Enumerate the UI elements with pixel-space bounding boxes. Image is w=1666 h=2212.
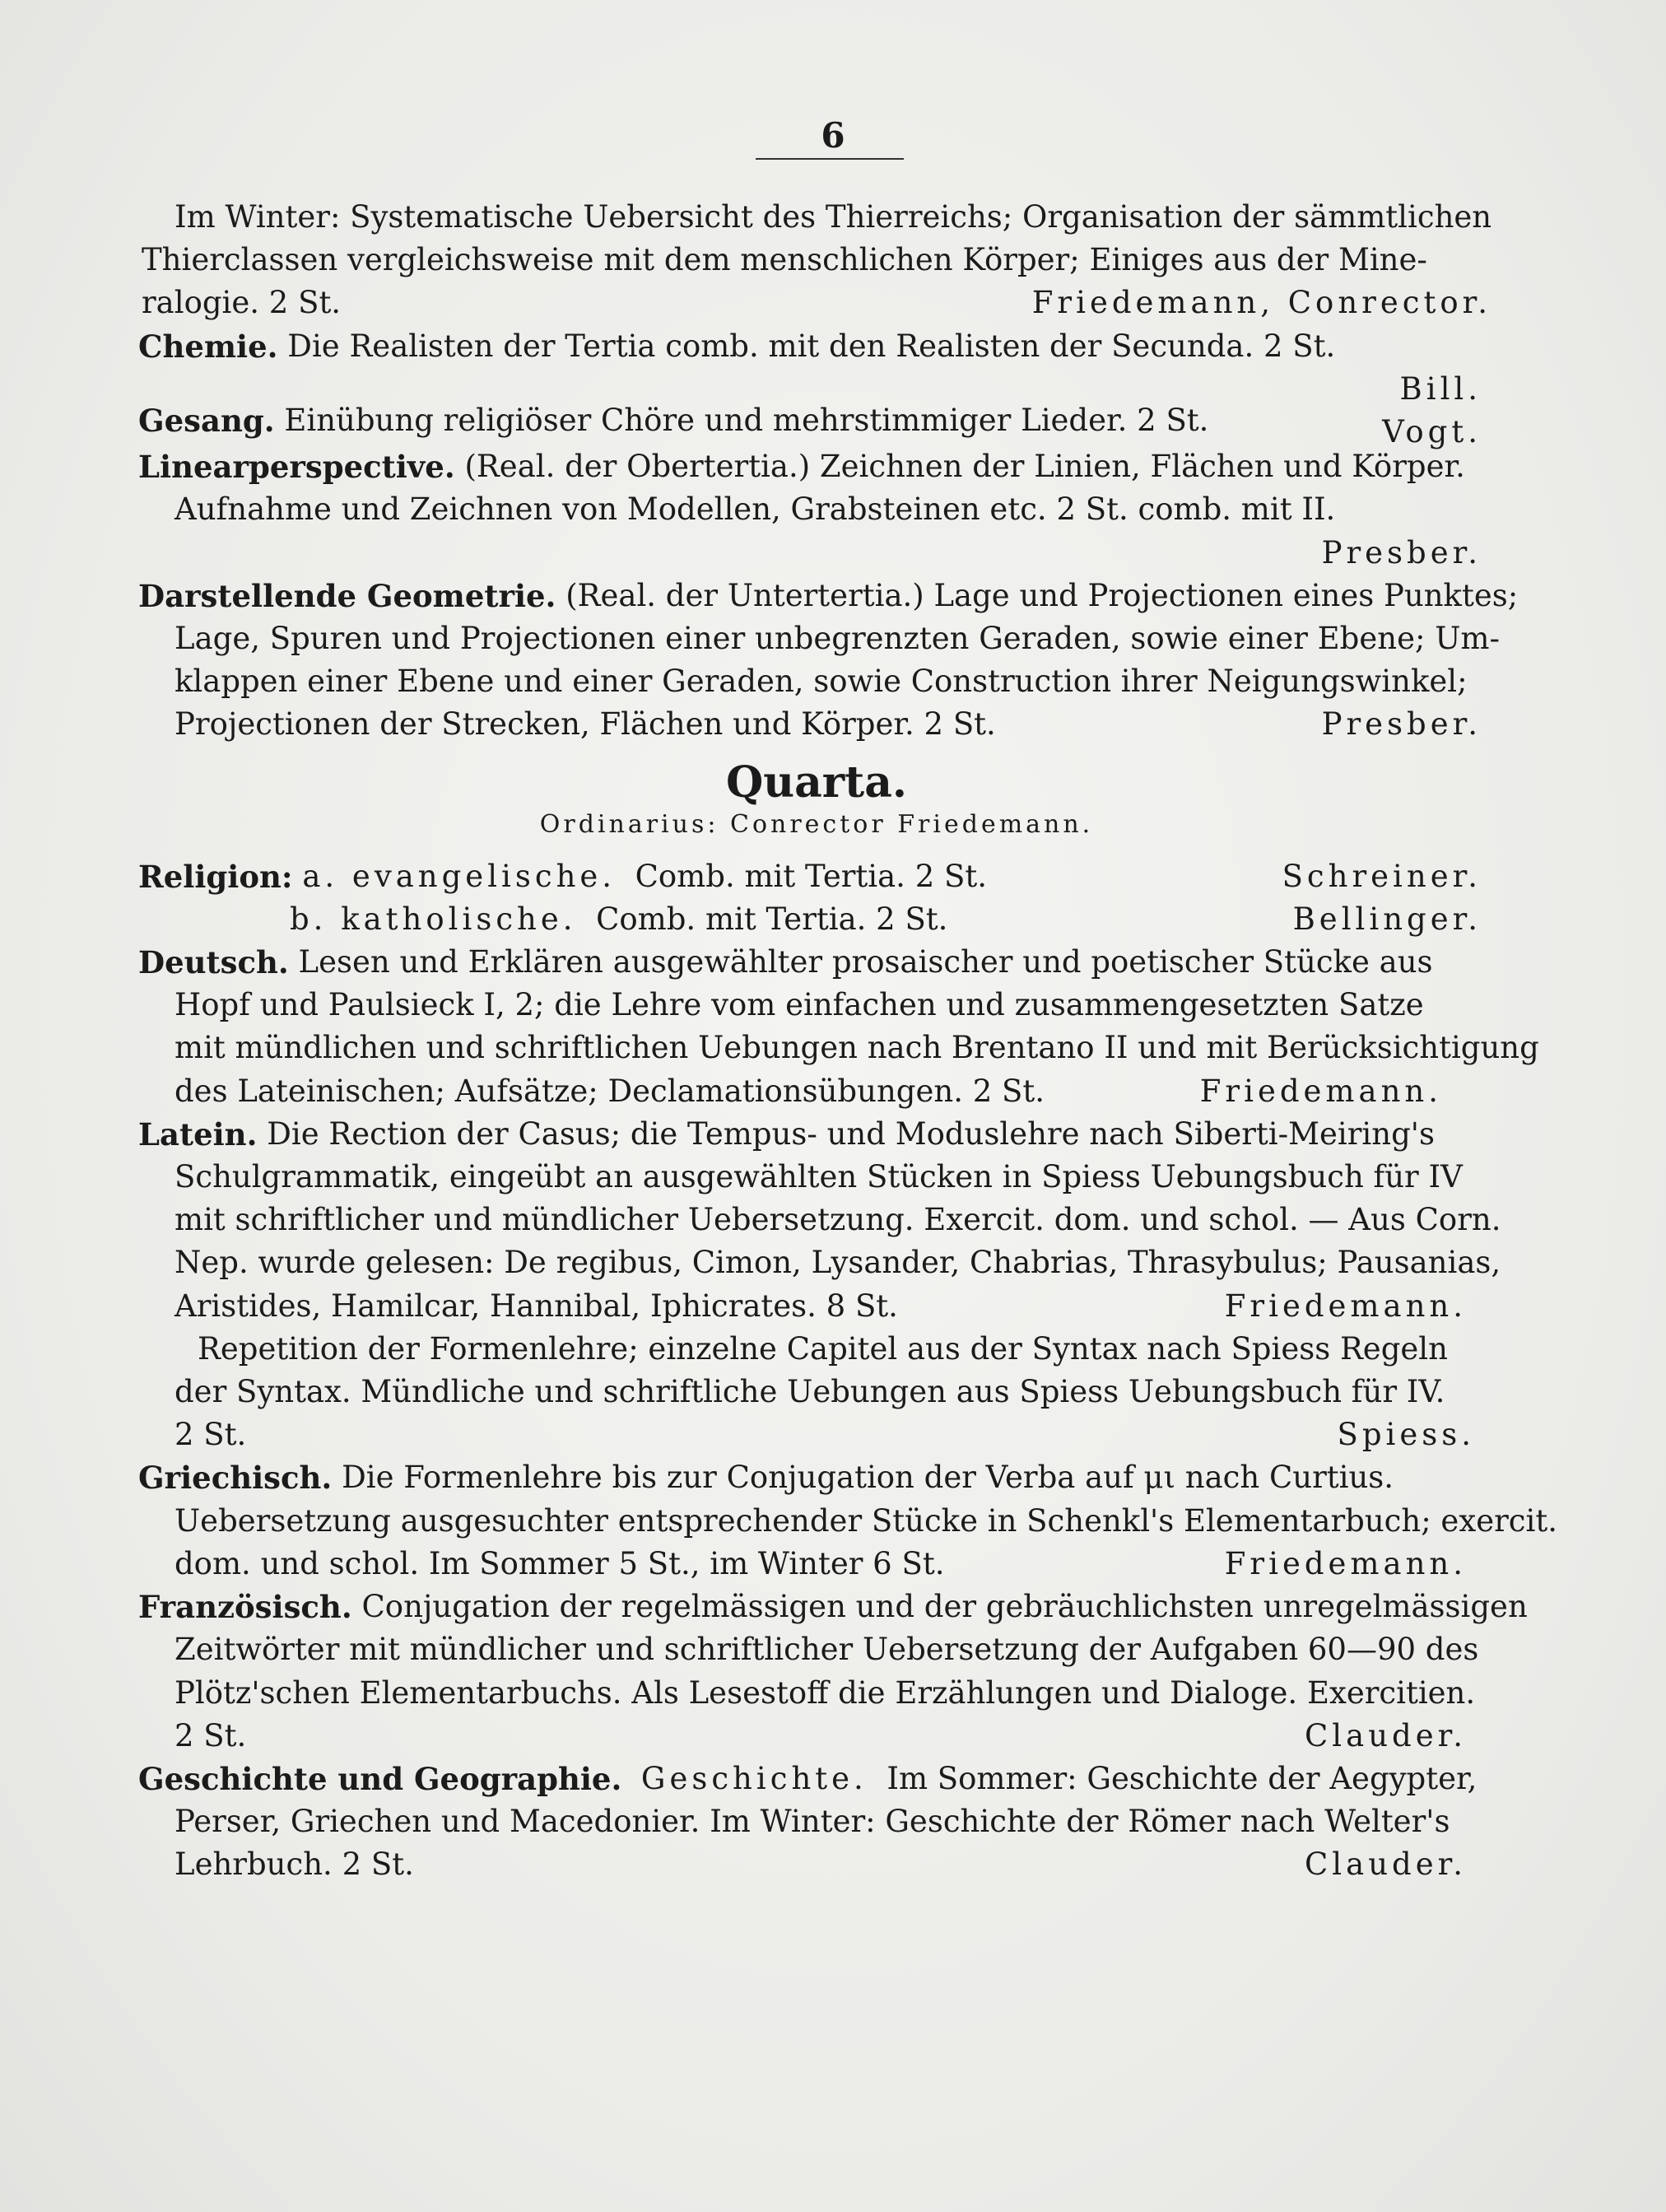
franz-section: Französisch. Conjugation der regelmässigen und der gebräuchlichsten unregelmässigen xyxy=(142,1586,1491,1628)
teacher-name: Clauder. xyxy=(1305,1846,1467,1883)
teacher-name: Schreiner. xyxy=(1282,858,1482,894)
subject-heading: Griechisch. xyxy=(138,1460,333,1497)
page-number-rule xyxy=(756,158,904,160)
subject-heading: Darstellende Geometrie. xyxy=(138,577,556,614)
subject-heading: Französisch. xyxy=(138,1589,352,1626)
text-line: mit mündlichen und schriftlichen Uebungen nach Brentano II und mit Berücksichtigung xyxy=(175,1030,1539,1066)
teacher-name: Bellinger. xyxy=(1292,901,1482,937)
teacher-name: Presber. xyxy=(1321,534,1482,570)
text-line: Uebersetzung ausgesuchter entsprechender Stücke in Schenkl's Elementarbuch; exercit. xyxy=(175,1502,1557,1539)
subject-heading: Gesang. xyxy=(138,403,275,440)
religion-section: Religion: a. evangelische. Comb. mit Tertia. 2 St. Schreiner. xyxy=(142,855,1491,898)
text-line: Repetition der Formenlehre; einzelne Capitel aus der Syntax nach Spiess Regeln xyxy=(198,1330,1448,1367)
darst-section: Darstellende Geometrie. (Real. der Untertertia.) Lage und Projectionen eines Punktes; xyxy=(142,575,1491,617)
teacher-name: Friedemann. xyxy=(1199,1073,1442,1109)
gesch-section: Geschichte und Geographie. Geschichte. Im Sommer: Geschichte der Aegypter, xyxy=(142,1758,1491,1800)
teacher-name: Friedemann. xyxy=(1224,1288,1467,1324)
text-line: ralogie. 2 St. Friedemann, Conrector. xyxy=(142,282,1491,324)
gesang-section: Gesang. Einübung religiöser Chöre und mehrstimmiger Lieder. 2 St. Vogt. xyxy=(142,399,1491,442)
text-line: Plötz'schen Elementarbuchs. Als Lesestoff die Erzählungen und Dialoge. Exercitien. xyxy=(175,1674,1476,1711)
text-line: Thierclassen vergleichsweise mit dem menschlichen Körper; Einiges aus der Mine- xyxy=(142,242,1427,278)
subject-heading: Religion: xyxy=(138,858,293,895)
text-line: klappen einer Ebene und einer Geraden, sowie Construction ihrer Neigungswinkel; xyxy=(175,664,1468,700)
text-line: Im Winter: Systematische Uebersicht des Thierreichs; Organisation der sämmtlichen xyxy=(175,199,1492,235)
teacher-name: Vogt. xyxy=(1382,414,1482,450)
text-line: Aristides, Hamilcar, Hannibal, Iphicrates. 8 St. Friedemann. xyxy=(142,1285,1491,1328)
text-line: Projectionen der Strecken, Flächen und Körper. 2 St. Presber. xyxy=(142,703,1491,746)
text-line: Nep. wurde gelesen: De regibus, Cimon, Lysander, Chabrias, Thrasybulus; Pausanias, xyxy=(175,1245,1501,1281)
ordinarius-line: Ordinarius: Conrector Friedemann. xyxy=(539,809,1094,839)
text-line: Lehrbuch. 2 St. Clauder. xyxy=(142,1843,1491,1886)
teacher-name: Clauder. xyxy=(1305,1717,1467,1753)
text-line: Lage, Spuren und Projectionen einer unbegrenzten Geraden, sowie einer Ebene; Um- xyxy=(175,621,1500,657)
teacher-name: Presber. xyxy=(1321,706,1482,743)
section-title: Quarta. xyxy=(725,757,907,808)
chemie-section: Chemie. Die Realisten der Tertia comb. mit den Realisten der Secunda. 2 St. xyxy=(142,325,1491,368)
teacher-name: Friedemann. xyxy=(1224,1545,1467,1581)
teacher-name: Friedemann, Conrector. xyxy=(1031,285,1491,321)
deutsch-section: Deutsch. Lesen und Erklären ausgewählter prosaischer und poetischer Stücke aus xyxy=(142,941,1491,984)
subject-heading: Chemie. xyxy=(138,328,278,365)
subject-heading: Latein. xyxy=(138,1115,258,1153)
subject-heading: Geschichte und Geographie. xyxy=(138,1760,622,1797)
latein-section: Latein. Die Rection der Casus; die Tempus- und Moduslehre nach Siberti-Meiring's xyxy=(142,1113,1491,1156)
text-line: Perser, Griechen und Macedonier. Im Winter: Geschichte der Römer nach Welter's xyxy=(175,1804,1450,1840)
text-line: der Syntax. Mündliche und schriftliche Uebungen aus Spiess Uebungsbuch für IV. xyxy=(175,1374,1445,1410)
text-line: 2 St. Clauder. xyxy=(142,1715,1491,1758)
page-number: 6 xyxy=(821,115,845,156)
teacher-name: Spiess. xyxy=(1337,1417,1475,1453)
griechisch-section: Griechisch. Die Formenlehre bis zur Conjugation der Verba auf μι nach Curtius. xyxy=(142,1456,1491,1499)
text-line: des Lateinischen; Aufsätze; Declamationsübungen. 2 St. Friedemann. xyxy=(142,1070,1491,1113)
text-line: Zeitwörter mit mündlicher und schriftlicher Uebersetzung der Aufgaben 60—90 des xyxy=(175,1632,1479,1668)
text-line: Schulgrammatik, eingeübt an ausgewählten Stücken in Spiess Uebungsbuch für IV xyxy=(175,1159,1463,1195)
teacher-name: Bill. xyxy=(1399,370,1482,407)
text-line: b. katholische. Comb. mit Tertia. 2 St. Bellinger. xyxy=(142,898,1491,941)
subject-heading: Linearperspective. xyxy=(138,449,455,486)
text-line: mit schriftlicher und mündlicher Uebersetzung. Exercit. dom. und schol. — Aus Corn. xyxy=(175,1202,1501,1238)
page-content xyxy=(138,196,1557,1887)
linear-section: Linearperspective. (Real. der Obertertia.) Zeichnen der Linien, Flächen und Körper. xyxy=(142,445,1491,488)
text-line: dom. und schol. Im Sommer 5 St., im Winter 6 St. Friedemann. xyxy=(142,1543,1491,1586)
text-line: Hopf und Paulsieck I, 2; die Lehre vom einfachen und zusammengesetzten Satze xyxy=(175,987,1424,1023)
text-line: 2 St. Spiess. xyxy=(142,1413,1491,1456)
subject-heading: Deutsch. xyxy=(138,944,289,981)
text-line: Aufnahme und Zeichnen von Modellen, Grabsteinen etc. 2 St. comb. mit II. xyxy=(175,491,1336,528)
